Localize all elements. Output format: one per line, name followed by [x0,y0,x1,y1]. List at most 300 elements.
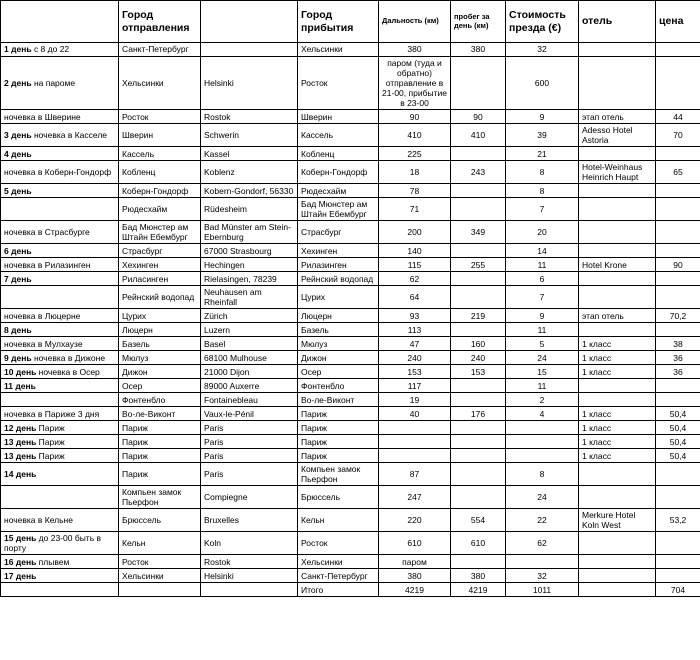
from-latin-cell: Neuhausen am Rheinfall [201,286,298,309]
cost-cell: 8 [506,463,579,486]
cost-cell [506,449,579,463]
price-cell [656,244,700,258]
distance-cell: 4219 [379,583,451,597]
from-city-cell: Рейнский водопад [119,286,201,309]
daily-km-cell [451,379,506,393]
cost-cell: 39 [506,124,579,147]
cost-cell: 11 [506,323,579,337]
to-city-cell: Бад Мюнстер ам Штайн Ебембург [298,198,379,221]
distance-cell: 240 [379,351,451,365]
from-latin-cell: Rüdesheim [201,198,298,221]
table-row [1,509,700,532]
hotel-cell: 1 класс [579,365,656,379]
hotel-cell: этап отель [579,309,656,323]
to-city-cell: Париж [298,421,379,435]
price-cell [656,184,700,198]
hotel-cell: Adesso Hotel Astoria [579,124,656,147]
to-city-cell: Париж [298,407,379,421]
table-row [1,421,700,435]
cost-cell: 9 [506,110,579,124]
from-city-cell: Фонтенбло [119,393,201,407]
from-latin-cell: Schwerin [201,124,298,147]
from-city-cell [119,583,201,597]
from-latin-cell: Compiegne [201,486,298,509]
table-row [1,532,700,555]
to-city-cell: Рюдесхайм [298,184,379,198]
distance-cell: 200 [379,221,451,244]
to-city-cell: Кельн [298,509,379,532]
table-row [1,286,700,309]
from-latin-cell: Helsinki [201,57,298,110]
cost-cell: 20 [506,221,579,244]
day-cell [1,337,119,351]
day-cell [1,198,119,221]
hotel-cell [579,43,656,57]
from-city-cell: Росток [119,110,201,124]
from-city-cell: Базель [119,337,201,351]
price-cell: 36 [656,351,700,365]
from-latin-cell: 68100 Mulhouse [201,351,298,365]
price-cell: 70,2 [656,309,700,323]
to-city-cell: Компьен замок Пьерфон [298,463,379,486]
col-header-day [1,1,119,43]
from-latin-cell: Kassel [201,147,298,161]
hotel-cell: 1 класс [579,407,656,421]
price-cell [656,57,700,110]
day-cell [1,486,119,509]
distance-cell: 93 [379,309,451,323]
from-city-cell: Хельсинки [119,569,201,583]
price-cell: 44 [656,110,700,124]
day-label-text: ночевка в Касселе [31,130,108,141]
day-cell [1,309,119,323]
daily-km-cell: 554 [451,509,506,532]
cost-cell [506,435,579,449]
cost-cell: 11 [506,379,579,393]
day-label-bold: 2 день [4,78,32,89]
distance-cell [379,421,451,435]
price-cell [656,221,700,244]
day-label-text: ночевка в Коберн-Гондорф [4,167,112,178]
table-row [1,351,700,365]
price-cell [656,393,700,407]
day-label-text: ночевка в Мулхаузе [4,338,83,349]
from-city-cell: Во-ле-Виконт [119,407,201,421]
price-cell: 50,4 [656,407,700,421]
price-cell [656,43,700,57]
from-latin-cell: Koblenz [201,161,298,184]
daily-km-cell [451,198,506,221]
distance-cell: 78 [379,184,451,198]
price-cell [656,555,700,569]
day-label-bold: 9 день [4,352,32,363]
daily-km-cell [451,244,506,258]
distance-cell: 380 [379,569,451,583]
daily-km-cell [451,449,506,463]
day-label-bold: 4 день [4,148,32,159]
distance-cell [379,435,451,449]
from-city-cell: Бад Мюнстер ам Штайн Ебембург [119,221,201,244]
table-row [1,309,700,323]
table-row [1,365,700,379]
daily-km-cell: 160 [451,337,506,351]
hotel-cell: 1 класс [579,351,656,365]
from-latin-cell: 89000 Auxerre [201,379,298,393]
cost-cell: 21 [506,147,579,161]
from-latin-cell: 67000 Strasbourg [201,244,298,258]
hotel-cell [579,393,656,407]
from-city-cell: Санкт-Петербург [119,43,201,57]
day-label-text: ночевка в Кельне [4,515,73,526]
header-row [1,1,700,43]
day-label-bold: 8 день [4,324,32,335]
cost-cell: 24 [506,486,579,509]
from-latin-cell: Paris [201,463,298,486]
daily-km-cell [451,555,506,569]
hotel-cell: Merkure Hotel Koln West [579,509,656,532]
cost-cell: 22 [506,509,579,532]
table-row [1,57,700,110]
table-row [1,379,700,393]
distance-cell: 90 [379,110,451,124]
day-label-text: ночевка в Люцерне [4,310,81,321]
price-cell: 70 [656,124,700,147]
cost-cell: 600 [506,57,579,110]
daily-km-cell: 240 [451,351,506,365]
daily-km-cell [451,184,506,198]
day-cell [1,147,119,161]
from-latin-cell: Basel [201,337,298,351]
col-header-travel-cost: Стоимость презда (€) [506,1,579,43]
hotel-cell [579,244,656,258]
hotel-cell [579,198,656,221]
hotel-cell [579,532,656,555]
daily-km-cell [451,272,506,286]
table-row [1,272,700,286]
daily-km-cell [451,57,506,110]
cost-cell: 14 [506,244,579,258]
from-city-cell: Рюдесхайм [119,198,201,221]
col-header-daily-mileage: пробег за день (км) [451,1,506,43]
to-city-cell: Фонтенбло [298,379,379,393]
day-label-bold: 3 день [4,130,32,141]
daily-km-cell: 380 [451,43,506,57]
day-cell [1,569,119,583]
hotel-cell: 1 класс [579,337,656,351]
to-city-cell: Санкт-Петербург [298,569,379,583]
table-row [1,463,700,486]
day-label-bold: 13 день [4,450,37,461]
distance-cell: 225 [379,147,451,161]
daily-km-cell [451,393,506,407]
from-city-cell: Дижон [119,365,201,379]
to-city-cell: Базель [298,323,379,337]
price-cell [656,198,700,221]
to-city-cell: Мюлуз [298,337,379,351]
day-cell [1,365,119,379]
cost-cell: 7 [506,286,579,309]
distance-cell: 64 [379,286,451,309]
day-cell [1,258,119,272]
daily-km-cell: 380 [451,569,506,583]
day-cell [1,583,119,597]
hotel-cell [579,272,656,286]
daily-km-cell: 410 [451,124,506,147]
to-city-cell: Хельсинки [298,43,379,57]
day-cell [1,379,119,393]
distance-cell: 113 [379,323,451,337]
day-cell [1,463,119,486]
price-cell: 50,4 [656,421,700,435]
price-cell: 50,4 [656,449,700,463]
day-label-text: ночевка в Осер [36,366,100,377]
table-row [1,221,700,244]
table-row [1,569,700,583]
distance-cell: 380 [379,43,451,57]
price-cell: 704 [656,583,700,597]
from-latin-cell: Bruxelles [201,509,298,532]
from-latin-cell: Kobern-Gondorf, 56330 [201,184,298,198]
daily-km-cell: 219 [451,309,506,323]
to-city-cell: Люцерн [298,309,379,323]
day-cell [1,532,119,555]
daily-km-cell: 90 [451,110,506,124]
hotel-cell: 1 класс [579,421,656,435]
from-city-cell: Люцерн [119,323,201,337]
distance-cell: паром [379,555,451,569]
to-city-cell: Хельсинки [298,555,379,569]
day-cell [1,449,119,463]
distance-cell: паром (туда и обратно) отправление в 21-00, прибытие в 23-00 [379,57,451,110]
table-row [1,393,700,407]
to-city-cell: Итого [298,583,379,597]
from-city-cell: Цурих [119,309,201,323]
from-latin-cell [201,583,298,597]
day-label-bold: 13 день [4,436,37,447]
from-city-cell: Париж [119,463,201,486]
from-latin-cell: Rostok [201,555,298,569]
cost-cell: 2 [506,393,579,407]
from-latin-cell: Koln [201,532,298,555]
table-row [1,555,700,569]
col-header-arrival-city: Город прибытия [298,1,379,43]
col-header-latin-name [201,1,298,43]
day-cell [1,272,119,286]
price-cell [656,486,700,509]
day-cell [1,435,119,449]
day-cell [1,421,119,435]
from-city-cell: Коберн-Гондорф [119,184,201,198]
day-cell [1,110,119,124]
from-city-cell: Кобленц [119,161,201,184]
from-city-cell: Париж [119,435,201,449]
distance-cell: 115 [379,258,451,272]
to-city-cell: Росток [298,532,379,555]
hotel-cell [579,555,656,569]
distance-cell: 410 [379,124,451,147]
to-city-cell: Брюссель [298,486,379,509]
from-city-cell: Шверин [119,124,201,147]
table-row [1,161,700,184]
from-latin-cell: Vaux-le-Pénil [201,407,298,421]
to-city-cell: Коберн-Гондорф [298,161,379,184]
hotel-cell [579,463,656,486]
day-cell [1,124,119,147]
to-city-cell: Хехинген [298,244,379,258]
distance-cell: 62 [379,272,451,286]
cost-cell: 15 [506,365,579,379]
day-cell [1,351,119,365]
day-label-text: плывем [36,556,70,567]
from-latin-cell: Fontainebleau [201,393,298,407]
from-latin-cell: Bad Münster am Stein-Ebernburg [201,221,298,244]
cost-cell: 8 [506,161,579,184]
from-city-cell: Осер [119,379,201,393]
day-label-text: ночевка в Страсбурге [4,227,90,238]
day-label-bold: 10 день [4,366,37,377]
cost-cell: 7 [506,198,579,221]
day-label-bold: 11 день [4,380,36,391]
from-latin-cell: Luzern [201,323,298,337]
table-row [1,435,700,449]
day-cell [1,244,119,258]
cost-cell: 62 [506,532,579,555]
price-cell [656,323,700,337]
distance-cell: 18 [379,161,451,184]
day-cell [1,407,119,421]
table-row [1,486,700,509]
hotel-cell [579,184,656,198]
cost-cell: 24 [506,351,579,365]
hotel-cell: Hotel Krone [579,258,656,272]
table-row [1,449,700,463]
table-row [1,258,700,272]
daily-km-cell [451,147,506,161]
distance-cell: 71 [379,198,451,221]
to-city-cell: Париж [298,449,379,463]
day-label-bold: 17 день [4,570,37,581]
price-cell: 50,4 [656,435,700,449]
day-cell [1,184,119,198]
cost-cell: 8 [506,184,579,198]
table-row [1,583,700,597]
from-city-cell: Брюссель [119,509,201,532]
table-row [1,124,700,147]
day-label-text: Париж [36,422,65,433]
price-cell: 65 [656,161,700,184]
col-header-distance: Дальность (км) [379,1,451,43]
hotel-cell [579,221,656,244]
daily-km-cell: 243 [451,161,506,184]
price-cell [656,272,700,286]
price-cell [656,379,700,393]
cost-cell: 32 [506,43,579,57]
hotel-cell [579,486,656,509]
day-label-text: Париж [36,436,65,447]
day-label-bold: 5 день [4,185,32,196]
day-cell [1,393,119,407]
from-latin-cell: Paris [201,421,298,435]
to-city-cell: Рилазинген [298,258,379,272]
day-label-bold: 7 день [4,273,32,284]
day-label-text: Париж [36,450,65,461]
day-label-text: на пароме [31,78,76,89]
cost-cell [506,421,579,435]
price-cell [656,286,700,309]
daily-km-cell: 255 [451,258,506,272]
from-city-cell: Париж [119,421,201,435]
from-city-cell: Мюлуз [119,351,201,365]
from-latin-cell: Paris [201,449,298,463]
to-city-cell: Кобленц [298,147,379,161]
distance-cell: 140 [379,244,451,258]
table-row [1,407,700,421]
table-row [1,43,700,57]
cost-cell: 1011 [506,583,579,597]
price-cell: 38 [656,337,700,351]
day-label-bold: 1 день [4,44,32,55]
price-cell: 53,2 [656,509,700,532]
table-row [1,244,700,258]
from-latin-cell: Helsinki [201,569,298,583]
day-label-text: ночевка в Шверине [4,111,81,122]
to-city-cell: Кассель [298,124,379,147]
table-row [1,147,700,161]
to-city-cell: Страсбург [298,221,379,244]
table-row [1,337,700,351]
daily-km-cell [451,421,506,435]
cost-cell: 6 [506,272,579,286]
from-city-cell: Кассель [119,147,201,161]
from-latin-cell: Zürich [201,309,298,323]
cost-cell: 32 [506,569,579,583]
hotel-cell [579,569,656,583]
distance-cell: 87 [379,463,451,486]
col-header-departure-city: Город отправления [119,1,201,43]
day-cell [1,57,119,110]
to-city-cell: Париж [298,435,379,449]
hotel-cell: этап отель [579,110,656,124]
hotel-cell [579,286,656,309]
day-label-text: с 8 до 22 [31,44,70,55]
day-label-bold: 15 день [4,533,37,544]
hotel-cell [579,57,656,110]
day-cell [1,43,119,57]
table-body [1,43,700,597]
cost-cell: 5 [506,337,579,351]
table-row [1,184,700,198]
day-label-text: ночевка в Рилазинген [4,259,91,270]
hotel-cell [579,323,656,337]
from-latin-cell: 21000 Dijon [201,365,298,379]
distance-cell: 40 [379,407,451,421]
price-cell: 90 [656,258,700,272]
to-city-cell: Во-ле-Виконт [298,393,379,407]
from-latin-cell: Paris [201,435,298,449]
daily-km-cell: 176 [451,407,506,421]
distance-cell: 117 [379,379,451,393]
col-header-price: цена [656,1,700,43]
price-cell [656,147,700,161]
day-label-text: ночевка в Дижоне [31,352,106,363]
daily-km-cell [451,486,506,509]
distance-cell: 153 [379,365,451,379]
day-label-bold: 6 день [4,245,32,256]
price-cell [656,532,700,555]
from-city-cell: Хехинген [119,258,201,272]
day-cell [1,509,119,532]
hotel-cell [579,583,656,597]
